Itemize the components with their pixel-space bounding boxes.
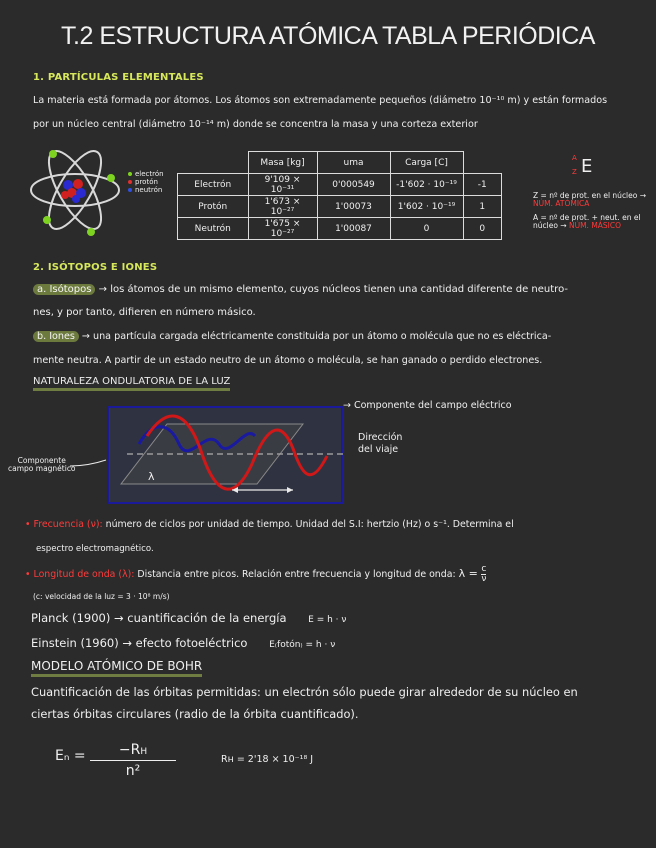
section-heading-particles: 1. PARTÍCULAS ELEMENTALES	[33, 72, 204, 83]
wave-heading: NATURALEZA ONDULATORIA DE LA LUZ	[33, 376, 230, 387]
table-header-cell: Masa [kg]	[248, 152, 317, 174]
bohr-heading: MODELO ATÓMICO DE BOHR	[31, 659, 202, 673]
planck-line: Planck (1900) → cuantificación de la energía E = h · ν	[31, 611, 347, 625]
intro-line-1: La materia está formada por átomos. Los átomos son extremadamente pequeños (diámetro 10⁻¹⁰ m) y están formados	[33, 95, 608, 106]
table-header-cell: Carga [C]	[390, 152, 463, 174]
frequency-label: • Frecuencia (ν):	[25, 519, 103, 530]
table-row	[178, 174, 502, 196]
table-cell: 1'00087	[317, 218, 390, 240]
table-row	[178, 196, 502, 218]
legend-electron: electrón	[128, 170, 164, 178]
table-cell: 1'675 × 10⁻²⁷	[248, 218, 317, 240]
table-cell: 0	[463, 218, 502, 240]
light-speed-note: (c: velocidad de la luz = 3 · 10⁸ m/s)	[33, 592, 170, 601]
table-cell: 0	[390, 218, 463, 240]
table-cell: Protón	[178, 196, 249, 218]
legend-proton: protón	[128, 178, 164, 186]
isotopes-line-1: a. Isótopos → los átomos de un mismo elemento, cuyos núcleos tienen una cantidad diferente de neutro-	[33, 278, 568, 302]
isotopes-label: a. Isótopos	[33, 284, 95, 295]
table-cell: 1'602 · 10⁻¹⁹	[390, 196, 463, 218]
page-title: T.2 ESTRUCTURA ATÓMICA TABLA PERIÓDICA	[61, 22, 595, 50]
isotopes-line-2: nes, y por tanto, difieren en número másico.	[33, 307, 256, 318]
table-header-cell	[463, 152, 502, 174]
table-cell: 1	[463, 196, 502, 218]
table-cell: -1	[463, 174, 502, 196]
nuclide-notation: A Z E	[572, 154, 593, 177]
energy-fraction	[90, 742, 176, 779]
bohr-line-1: Cuantificación de las órbitas permitidas: un electrón sólo puede girar alrededor de su núcleo en	[31, 685, 578, 699]
table-cell: 0'000549	[317, 174, 390, 196]
z-definition: Z = nº de prot. en el núcleo → NÚM. ATÓMICA	[533, 191, 647, 208]
intro-line-2: por un núcleo central (diámetro 10⁻¹⁴ m) donde se concentra la masa y una corteza exterior	[33, 119, 478, 130]
frequency-line-1: • Frecuencia (ν): número de ciclos por unidad de tiempo. Unidad del S.I: hertzio (Hz) o s⁻¹. Determina el	[25, 519, 514, 530]
em-wave-diagram	[107, 406, 343, 504]
bohr-line-2: ciertas órbitas circulares (radio de la órbita cuantificado).	[31, 707, 359, 721]
section-heading-isotopes: 2. ISÓTOPOS E IONES	[33, 262, 158, 273]
table-cell: Neutrón	[178, 218, 249, 240]
wavelength-label: • Longitud de onda (λ):	[25, 569, 135, 580]
lambda-label: λ	[148, 470, 155, 483]
energy-numerator: −RH	[90, 742, 176, 761]
wavelength-fraction: $\frac{c}{\nu}$	[481, 564, 487, 584]
table-cell: 1'673 × 10⁻²⁷	[248, 196, 317, 218]
energy-lhs: Eₙ =	[55, 748, 86, 764]
wavelength-line: • Longitud de onda (λ): Distancia entre picos. Relación entre frecuencia y longitud de onda: λ = $\frac{c}{\nu}$	[25, 564, 487, 584]
einstein-line: Einstein (1960) → efecto fotoeléctrico E₍fotón₎ = h · ν	[31, 636, 336, 650]
table-cell: 1'00073	[317, 196, 390, 218]
atom-icon	[25, 140, 125, 240]
ions-line-1: b. Iones → una partícula cargada eléctricamente constituida por un átomo o molécula que no es eléctrica-	[33, 325, 551, 349]
atom-legend	[128, 170, 164, 194]
table-cell: Electrón	[178, 174, 249, 196]
frequency-line-2: espectro electromagnético.	[36, 544, 154, 554]
table-row	[178, 218, 502, 240]
table-header-row	[178, 152, 502, 174]
energy-denominator: n²	[125, 763, 141, 779]
particles-table	[177, 151, 502, 240]
legend-neutron: neutrón	[128, 186, 164, 194]
ions-line-2: mente neutra. A partir de un estado neutro de un átomo o molécula, se han ganado o perdido electrones.	[33, 355, 543, 366]
table-cell: 9'109 × 10⁻³¹	[248, 174, 317, 196]
table-header-cell	[178, 152, 249, 174]
magnetic-field-label: Componente campo magnético	[8, 456, 76, 473]
direction-label: Dirección del viaje	[358, 432, 403, 455]
table-header-cell: uma	[317, 152, 390, 174]
ions-label: b. Iones	[33, 331, 79, 342]
rydberg-constant: Rʜ = 2'18 × 10⁻¹⁸ J	[221, 754, 314, 765]
magnetic-arrow-icon	[68, 456, 110, 470]
table-cell: -1'602 · 10⁻¹⁹	[390, 174, 463, 196]
electric-field-label: → Componente del campo eléctrico	[343, 400, 512, 411]
a-definition: A = nº de prot. + neut. en el núcleo → NÚM. MÁSICO	[533, 213, 641, 230]
